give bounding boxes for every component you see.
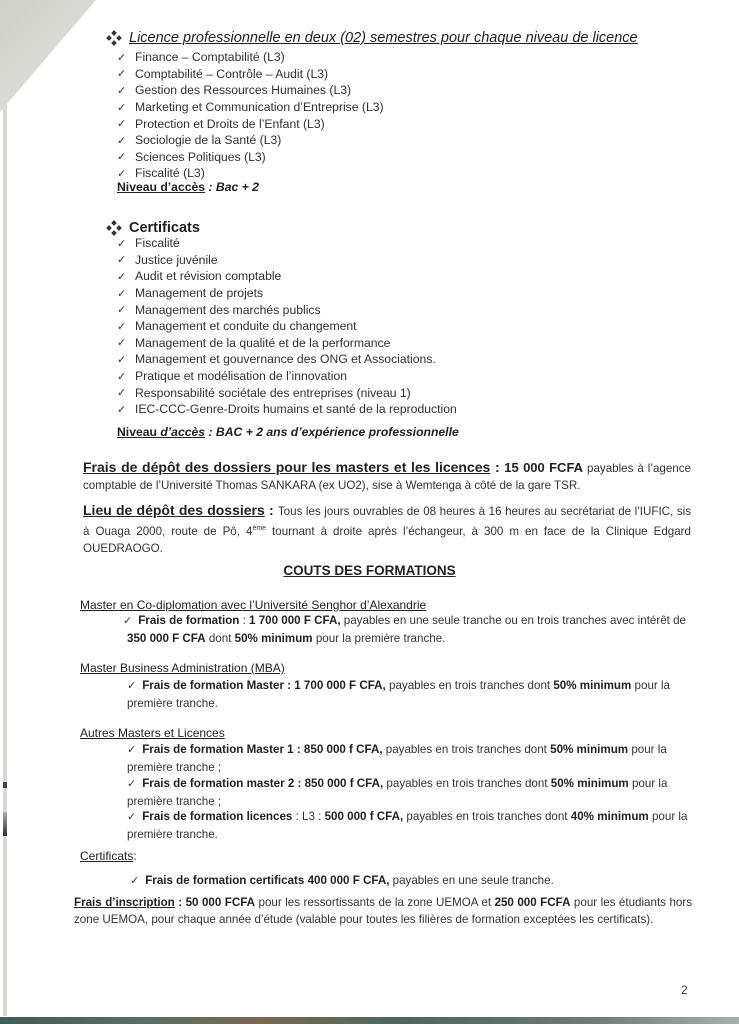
- autres-fee-licences: ✓ Frais de formation licences : L3 : 500 000 f CFA, payables en trois tranches dont 40% minimum pour la première tranche.: [127, 810, 688, 841]
- list-item: ✓ Management de la qualité et de la performance: [117, 335, 391, 350]
- list-item: ✓ Marketing et Communication d’Entreprise (L3): [117, 100, 384, 115]
- check-icon: ✓: [117, 101, 127, 114]
- check-icon: ✓: [117, 287, 127, 300]
- codiplomation-fee: ✓ Frais de formation : 1 700 000 F CFA, payables en une seule tranche ou en trois tranches avec intérêt de 350 000 F CFA dont 50% minimum pour la première tranche.: [123, 614, 687, 645]
- list-item: ✓ Sciences Politiques (L3): [117, 149, 266, 164]
- check-icon: ✓: [117, 254, 127, 267]
- check-icon: ✓: [127, 778, 137, 790]
- scan-bottom-edge: [0, 1017, 739, 1024]
- certificats-cost-heading: Certificats:: [80, 849, 137, 863]
- list-item: ✓ Sociologie de la Santé (L3): [117, 133, 282, 148]
- frais-depot-paragraph: Frais de dépôt des dossiers pour les masters et les licences : 15 000 FCFA payables à l’agence comptable de l’Université Thomas SANKARA (ex UO2), sise à Wemtenga à côté de la gare TSR.: [83, 459, 691, 492]
- check-icon: ✓: [127, 744, 137, 756]
- check-icon: ✓: [130, 875, 140, 887]
- list-item: ✓ Management et conduite du changement: [117, 319, 357, 334]
- autres-heading: Autres Masters et Licences: [80, 726, 225, 740]
- check-icon: ✓: [127, 811, 137, 823]
- list-item: ✓ Audit et révision comptable: [117, 269, 282, 284]
- certificats-fee: ✓ Frais de formation certificats 400 000 F CFA, payables en une seule tranche.: [130, 874, 554, 887]
- licence-heading: [107, 30, 638, 46]
- certificats-list: [117, 235, 457, 418]
- list-item: ✓ Protection et Droits de l’Enfant (L3): [117, 116, 325, 131]
- lieu-depot-paragraph: Lieu de dépôt des dossiers : Tous les jours ouvrables de 08 heures à 16 heures au secrétariat de l’IUFIC, sis à Ouaga 2000, route de Pô, 4ème tournant à droite après l’échangeur, à 300 m en face de la Clinique Edgard OUEDRAOGO.: [83, 502, 691, 555]
- licence-heading-text: Licence professionnelle en deux (02) semestres pour chaque niveau de licence: [129, 30, 638, 46]
- autres-fee-master2: ✓ Frais de formation master 2 : 850 000 f CFA, payables en trois tranches dont 50% minimum pour la première tranche ;: [127, 777, 668, 808]
- list-item: ✓ Management de projets: [117, 286, 264, 301]
- check-icon: ✓: [117, 151, 127, 164]
- check-icon: ✓: [117, 134, 127, 147]
- list-item: ✓ Fiscalité: [117, 236, 180, 251]
- certificats-heading: [107, 220, 200, 236]
- inscription-paragraph: Frais d’inscription : 50 000 FCFA pour les ressortissants de la zone UEMOA et 250 000 FCFA pour les étudiants hors zone UEMOA, pour chaque année d’étude (valable pour toutes les filières de formation exceptées les certificats).: [74, 896, 693, 926]
- list-item: ✓ Gestion des Ressources Humaines (L3): [117, 83, 352, 98]
- list-item: ✓ IEC-CCC-Genre-Droits humains et santé de la reproduction: [117, 402, 457, 417]
- list-item: ✓ Management et gouvernance des ONG et Associations.: [117, 352, 436, 367]
- page-number: 2: [681, 983, 688, 997]
- certificats-heading-text: Certificats: [129, 220, 200, 236]
- mba-fee: ✓ Frais de formation Master : 1 700 000 F CFA, payables en trois tranches dont 50% minimum pour la première tranche.: [127, 679, 670, 710]
- licence-access-level: Niveau d’accès : Bac + 2: [117, 180, 259, 194]
- check-icon: ✓: [117, 68, 127, 81]
- list-item: ✓ Responsabilité sociétale des entreprises (niveau 1): [117, 385, 411, 400]
- check-icon: ✓: [117, 304, 127, 317]
- diamond-bullet-icon: [107, 221, 121, 235]
- check-icon: ✓: [117, 167, 127, 180]
- check-icon: ✓: [117, 320, 127, 333]
- check-icon: ✓: [117, 337, 127, 350]
- check-icon: ✓: [117, 353, 127, 366]
- check-icon: ✓: [117, 51, 127, 64]
- check-icon: ✓: [117, 270, 127, 283]
- list-item: ✓ Comptabilité – Contrôle – Audit (L3): [117, 66, 329, 81]
- codiplomation-heading: Master en Co-diplomation avec l’Université Senghor d’Alexandrie: [80, 598, 427, 612]
- list-item: ✓ Pratique et modélisation de l’innovation: [117, 369, 348, 384]
- mba-heading: Master Business Administration (MBA): [80, 661, 285, 675]
- diamond-bullet-icon: [107, 31, 121, 45]
- check-icon: ✓: [117, 387, 127, 400]
- list-item: ✓ Justice juvénile: [117, 252, 218, 267]
- list-item: ✓ Finance – Comptabilité (L3): [117, 50, 285, 65]
- check-icon: ✓: [117, 403, 127, 416]
- autres-fee-master1: ✓ Frais de formation Master 1 : 850 000 f CFA, payables en trois tranches dont 50% minimum pour la première tranche ;: [127, 743, 667, 774]
- check-icon: ✓: [117, 84, 127, 97]
- licence-list: [117, 49, 384, 182]
- list-item: ✓ Management des marchés publics: [117, 302, 321, 317]
- couts-title: COUTS DES FORMATIONS: [283, 563, 456, 578]
- check-icon: ✓: [127, 680, 137, 692]
- list-item: ✓ Fiscalité (L3): [117, 166, 205, 181]
- check-icon: ✓: [117, 237, 127, 250]
- check-icon: ✓: [123, 615, 133, 627]
- certificats-access-level: Niveau d’accès : BAC + 2 ans d’expérience professionnelle: [117, 425, 459, 439]
- check-icon: ✓: [117, 370, 127, 383]
- check-icon: ✓: [117, 118, 127, 131]
